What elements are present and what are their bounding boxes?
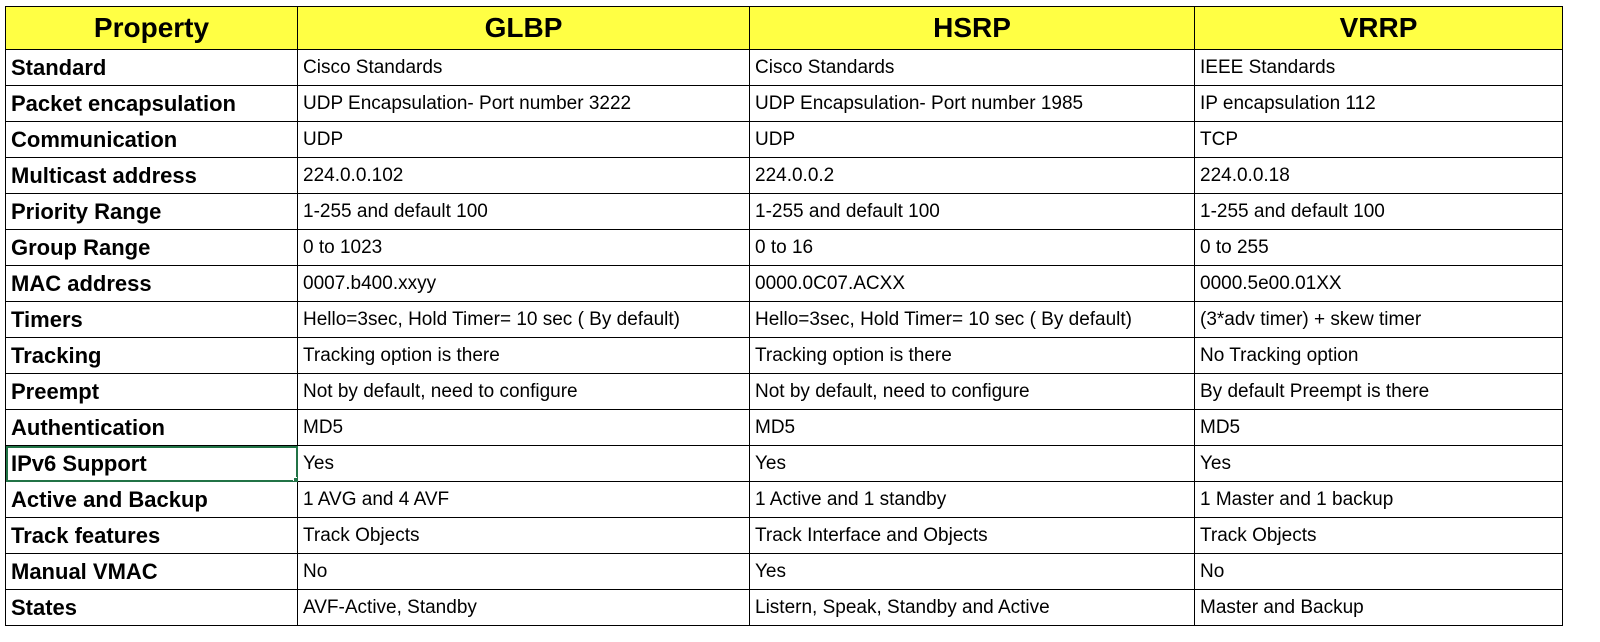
table-row: [6, 518, 1563, 554]
header-cell-vrrp[interactable]: VRRP: [1195, 7, 1563, 50]
cell-vrrp[interactable]: Yes: [1195, 446, 1563, 482]
table-row: [6, 338, 1563, 374]
table-row: [6, 482, 1563, 518]
cell-hsrp[interactable]: 0000.0C07.ACXX: [750, 266, 1195, 302]
table-body: [6, 50, 1563, 626]
cell-glbp[interactable]: MD5: [298, 410, 750, 446]
cell-property[interactable]: Manual VMAC: [6, 554, 298, 590]
table-row: [6, 86, 1563, 122]
header-row: [6, 7, 1563, 50]
cell-hsrp[interactable]: UDP: [750, 122, 1195, 158]
cell-property[interactable]: Authentication: [6, 410, 298, 446]
cell-vrrp[interactable]: 224.0.0.18: [1195, 158, 1563, 194]
cell-vrrp[interactable]: Master and Backup: [1195, 590, 1563, 626]
cell-glbp[interactable]: UDP: [298, 122, 750, 158]
cell-glbp[interactable]: 224.0.0.102: [298, 158, 750, 194]
cell-property[interactable]: Tracking: [6, 338, 298, 374]
header-cell-property[interactable]: Property: [6, 7, 298, 50]
cell-property[interactable]: MAC address: [6, 266, 298, 302]
table-row: [6, 122, 1563, 158]
cell-property[interactable]: Priority Range: [6, 194, 298, 230]
cell-vrrp[interactable]: 1 Master and 1 backup: [1195, 482, 1563, 518]
cell-hsrp[interactable]: UDP Encapsulation- Port number 1985: [750, 86, 1195, 122]
cell-property[interactable]: Preempt: [6, 374, 298, 410]
table-row: [6, 446, 1563, 482]
cell-vrrp[interactable]: 1-255 and default 100: [1195, 194, 1563, 230]
cell-vrrp[interactable]: IEEE Standards: [1195, 50, 1563, 86]
cell-vrrp[interactable]: By default Preempt is there: [1195, 374, 1563, 410]
cell-glbp[interactable]: 1-255 and default 100: [298, 194, 750, 230]
table-row: [6, 158, 1563, 194]
fill-handle[interactable]: [293, 477, 298, 482]
header-cell-hsrp[interactable]: HSRP: [750, 7, 1195, 50]
cell-vrrp[interactable]: TCP: [1195, 122, 1563, 158]
cell-property[interactable]: Timers: [6, 302, 298, 338]
cell-hsrp[interactable]: 1 Active and 1 standby: [750, 482, 1195, 518]
cell-hsrp[interactable]: Cisco Standards: [750, 50, 1195, 86]
header-cell-glbp[interactable]: GLBP: [298, 7, 750, 50]
cell-glbp[interactable]: Not by default, need to configure: [298, 374, 750, 410]
cell-property[interactable]: Standard: [6, 50, 298, 86]
cell-glbp[interactable]: Track Objects: [298, 518, 750, 554]
cell-property[interactable]: Track features: [6, 518, 298, 554]
selected-cell[interactable]: IPv6 Support: [6, 446, 298, 482]
table-row: [6, 194, 1563, 230]
cell-hsrp[interactable]: 0 to 16: [750, 230, 1195, 266]
cell-hsrp[interactable]: MD5: [750, 410, 1195, 446]
cell-hsrp[interactable]: 224.0.0.2: [750, 158, 1195, 194]
cell-hsrp[interactable]: Yes: [750, 446, 1195, 482]
table-row: [6, 590, 1563, 626]
cell-glbp[interactable]: Tracking option is there: [298, 338, 750, 374]
cell-vrrp[interactable]: IP encapsulation 112: [1195, 86, 1563, 122]
table-row: [6, 50, 1563, 86]
table-row: [6, 554, 1563, 590]
table-row: [6, 230, 1563, 266]
cell-hsrp[interactable]: Tracking option is there: [750, 338, 1195, 374]
cell-vrrp[interactable]: MD5: [1195, 410, 1563, 446]
table-row: [6, 266, 1563, 302]
table-row: [6, 410, 1563, 446]
cell-property[interactable]: Group Range: [6, 230, 298, 266]
cell-vrrp[interactable]: No Tracking option: [1195, 338, 1563, 374]
cell-property[interactable]: Multicast address: [6, 158, 298, 194]
cell-property[interactable]: Communication: [6, 122, 298, 158]
cell-vrrp[interactable]: Track Objects: [1195, 518, 1563, 554]
cell-hsrp[interactable]: Not by default, need to configure: [750, 374, 1195, 410]
cell-vrrp[interactable]: 0 to 255: [1195, 230, 1563, 266]
cell-glbp[interactable]: 0 to 1023: [298, 230, 750, 266]
cell-glbp[interactable]: Cisco Standards: [298, 50, 750, 86]
cell-glbp[interactable]: No: [298, 554, 750, 590]
cell-hsrp[interactable]: Yes: [750, 554, 1195, 590]
table-row: [6, 302, 1563, 338]
cell-glbp[interactable]: Yes: [298, 446, 750, 482]
cell-glbp[interactable]: UDP Encapsulation- Port number 3222: [298, 86, 750, 122]
protocol-comparison-table: [5, 6, 1563, 626]
comparison-sheet: [5, 6, 1563, 626]
cell-vrrp[interactable]: 0000.5e00.01XX: [1195, 266, 1563, 302]
cell-glbp[interactable]: AVF-Active, Standby: [298, 590, 750, 626]
cell-property[interactable]: Packet encapsulation: [6, 86, 298, 122]
cell-glbp[interactable]: 0007.b400.xxyy: [298, 266, 750, 302]
table-row: [6, 374, 1563, 410]
cell-hsrp[interactable]: Listern, Speak, Standby and Active: [750, 590, 1195, 626]
cell-hsrp[interactable]: 1-255 and default 100: [750, 194, 1195, 230]
cell-vrrp[interactable]: (3*adv timer) + skew timer: [1195, 302, 1563, 338]
cell-property[interactable]: States: [6, 590, 298, 626]
cell-hsrp[interactable]: Hello=3sec, Hold Timer= 10 sec ( By default): [750, 302, 1195, 338]
cell-glbp[interactable]: Hello=3sec, Hold Timer= 10 sec ( By default): [298, 302, 750, 338]
cell-glbp[interactable]: 1 AVG and 4 AVF: [298, 482, 750, 518]
cell-hsrp[interactable]: Track Interface and Objects: [750, 518, 1195, 554]
cell-vrrp[interactable]: No: [1195, 554, 1563, 590]
cell-property[interactable]: Active and Backup: [6, 482, 298, 518]
